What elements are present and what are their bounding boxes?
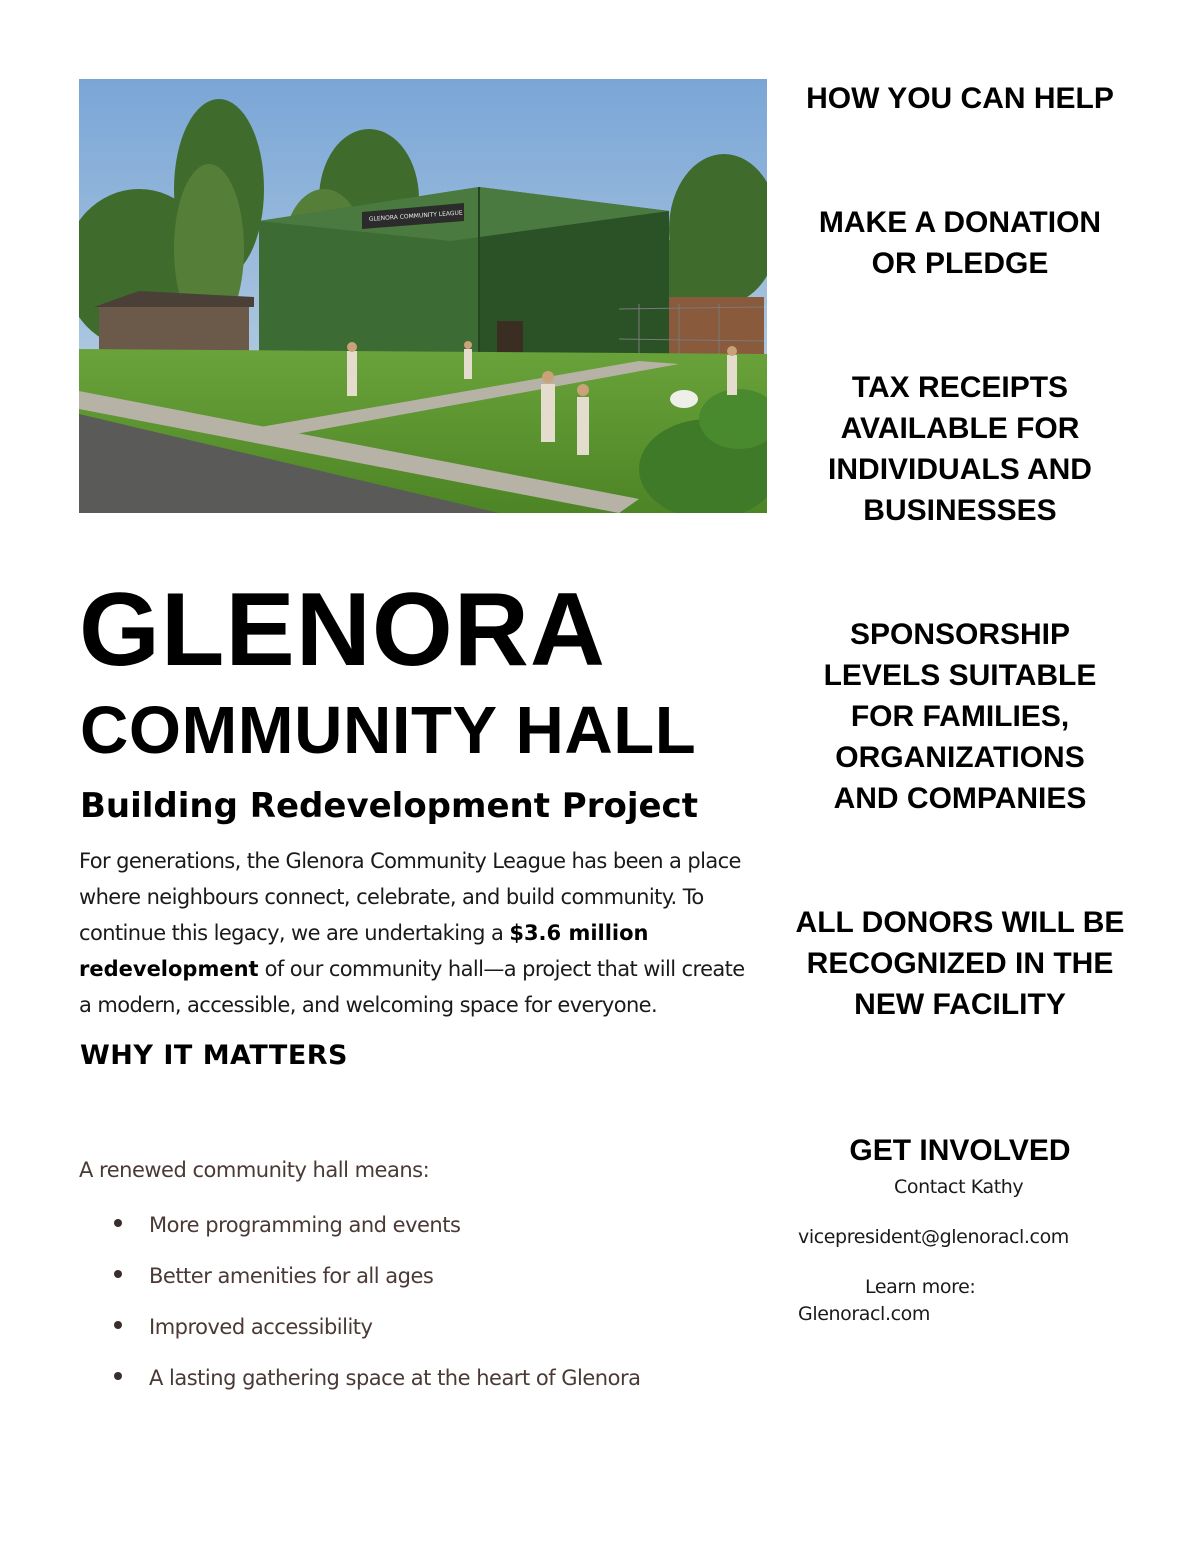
donation-text: MAKE A DONATION OR PLEDGE (818, 206, 1102, 280)
recognition-text: ALL DONORS WILL BE RECOGNIZED IN THE NEW FACILITY (795, 906, 1125, 1021)
list-item: Improved accessibility (110, 1307, 640, 1358)
website-link[interactable]: Glenoracl.com (798, 1303, 930, 1325)
why-it-matters-heading: WHY IT MATTERS (80, 1040, 348, 1071)
contact-name: Contact Kathy (894, 1176, 1024, 1198)
list-item: More programming and events (110, 1205, 640, 1256)
intro-text-before: For generations, the Glenora Community League has been a place where neighbours connect, celebrate, and build community. To continue this legacy, we are undertaking a (79, 849, 741, 945)
intro-highlight: $3.6 million redevelopment (79, 921, 649, 981)
learn-more-label: Learn more: (865, 1276, 976, 1298)
contact-email[interactable]: vicepresident@glenoracl.com (798, 1226, 1069, 1248)
title-glenora: GLENORA (79, 572, 606, 688)
hero-image (79, 79, 767, 513)
means-intro: A renewed community hall means: (79, 1158, 430, 1182)
tax-receipts-text: TAX RECEIPTS AVAILABLE FOR INDIVIDUALS AND BUSINESSES (828, 371, 1092, 527)
benefits-list (110, 1205, 640, 1409)
intro-text-after: of our community hall—a project that will create a modern, accessible, and welcoming space for everyone. (79, 957, 745, 1017)
intro-paragraph (79, 843, 759, 1023)
project-tagline: Building Redevelopment Project (80, 786, 698, 826)
list-item: A lasting gathering space at the heart of Glenora (110, 1358, 640, 1409)
sponsorship-text: SPONSORSHIP LEVELS SUITABLE FOR FAMILIES, ORGANIZATIONS AND COMPANIES (823, 618, 1097, 815)
list-item: Better amenities for all ages (110, 1256, 640, 1307)
how-you-can-help-heading: HOW YOU CAN HELP (806, 82, 1114, 115)
building-sign-text: GLENORA COMMUNITY LEAGUE (368, 209, 463, 223)
title-community-hall: COMMUNITY HALL (80, 693, 697, 768)
community-hall-rendering (79, 79, 767, 513)
get-involved-heading: GET INVOLVED (849, 1134, 1071, 1167)
